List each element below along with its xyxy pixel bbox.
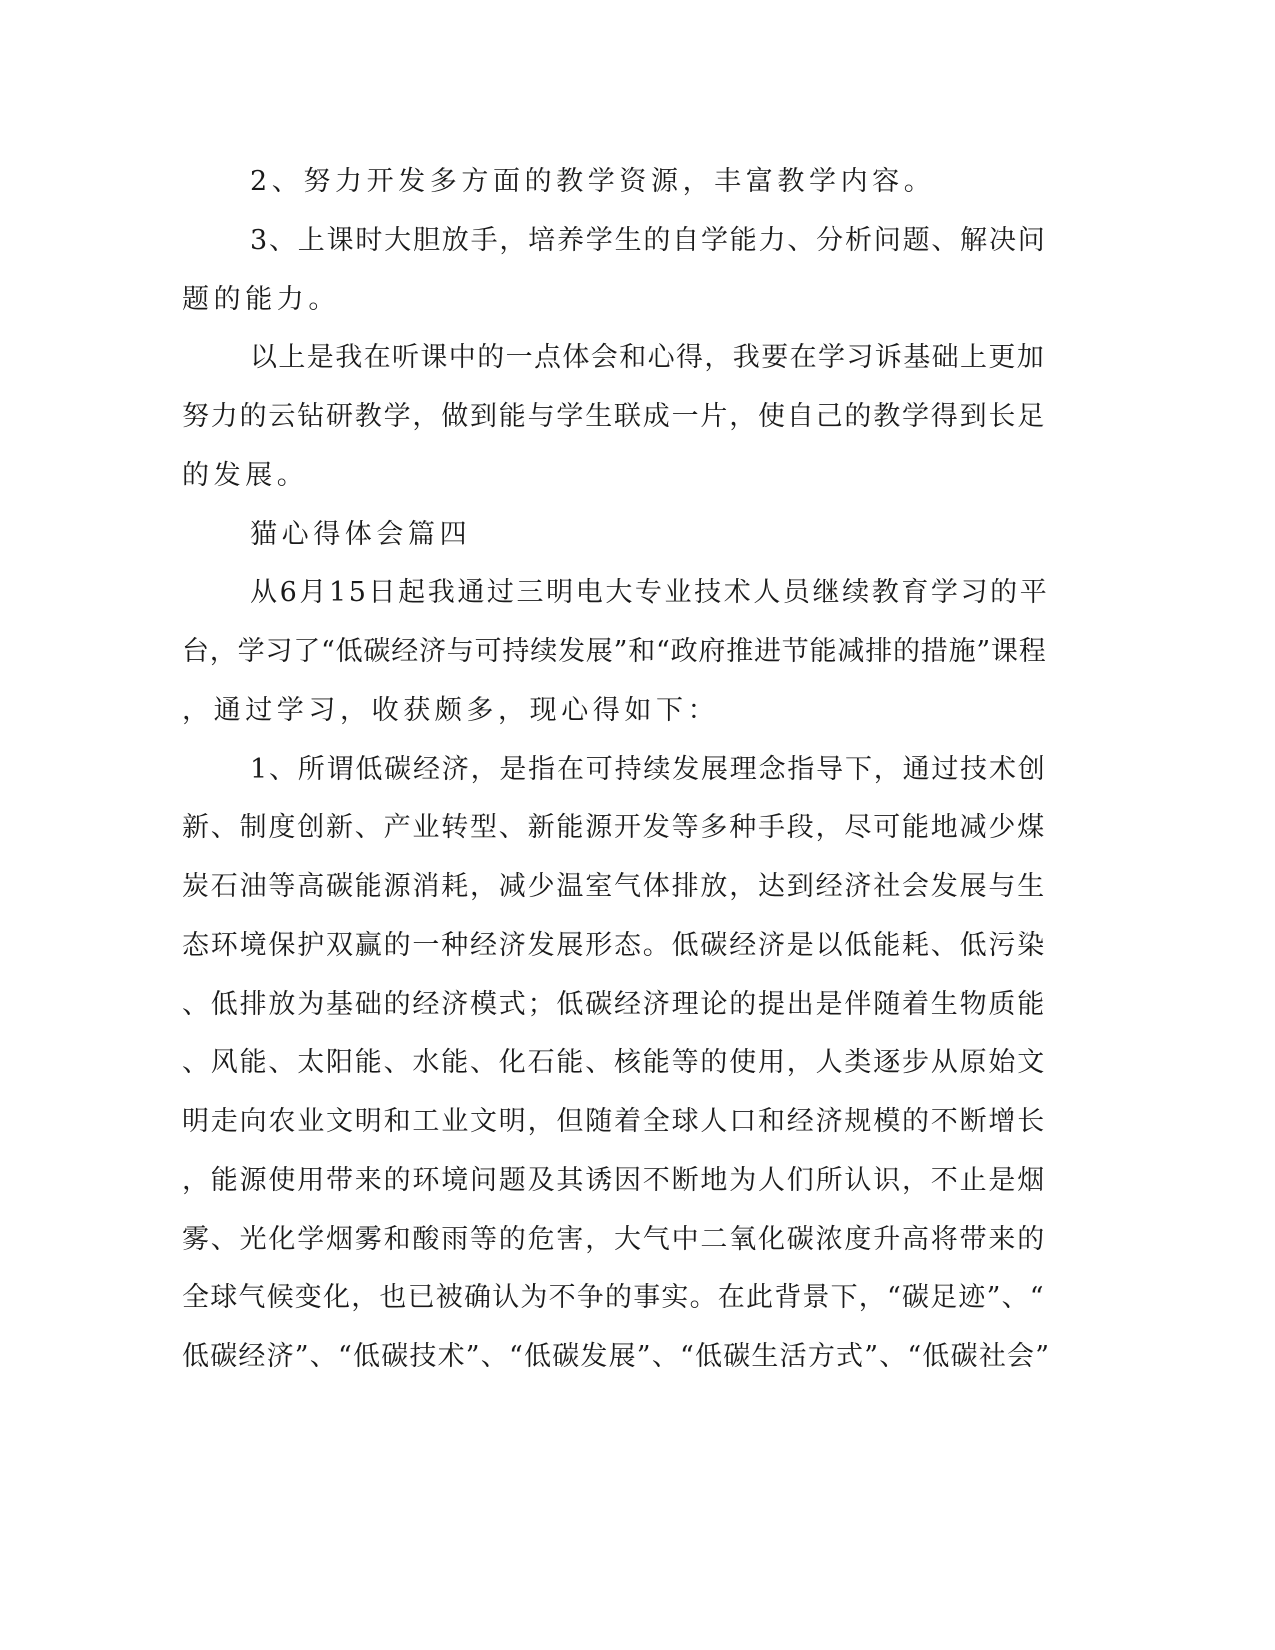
paragraph-line: 低碳经济”、“低碳技术”、“低碳发展”、“低碳生活方式”、“低碳社会”	[182, 1341, 1051, 1372]
paragraph-line: 、风能、太阳能、水能、化石能、核能等的使用，人类逐步从原始文	[182, 1047, 1046, 1078]
paragraph-line: 的发展。	[182, 460, 309, 491]
paragraph-line: 态环境保护双赢的一种经济发展形态。低碳经济是以低能耗、低污染	[182, 930, 1046, 961]
paragraph-line: 雾、光化学烟雾和酸雨等的危害，大气中二氧化碳浓度升高将带来的	[182, 1224, 1046, 1255]
paragraph-line: 题的能力。	[182, 284, 340, 315]
paragraph-line: 以上是我在听课中的一点体会和心得，我要在学习诉基础上更加	[250, 342, 1046, 373]
paragraph-line: 2、努力开发多方面的教学资源，丰富教学内容。	[250, 166, 936, 197]
paragraph-line: 明走向农业文明和工业文明，但随着全球人口和经济规模的不断增长	[182, 1106, 1046, 1137]
paragraph-line: ，通过学习，收获颇多，现心得如下：	[182, 695, 720, 726]
paragraph-line: 台，学习了“低碳经济与可持续发展”和“政府推进节能减排的措施”课程	[182, 636, 1047, 667]
paragraph-line: 炭石油等高碳能源消耗，减少温室气体排放，达到经济社会发展与生	[182, 871, 1046, 902]
paragraph-line: 、低排放为基础的经济模式；低碳经济理论的提出是伴随着生物质能	[182, 989, 1046, 1020]
paragraph-line: 1、所谓低碳经济，是指在可持续发展理念指导下，通过技术创	[250, 754, 1047, 785]
paragraph-line: 全球气候变化，也已被确认为不争的事实。在此背景下，“碳足迹”、“	[182, 1282, 1045, 1313]
section-heading: 猫心得体会篇四	[250, 519, 472, 550]
paragraph-line: 努力的云钻研教学，做到能与学生联成一片，使自己的教学得到长足	[182, 401, 1046, 432]
paragraph-line: 3、上课时大胆放手，培养学生的自学能力、分析问题、解决问	[250, 225, 1047, 256]
paragraph-line: ，能源使用带来的环境问题及其诱因不断地为人们所认识，不止是烟	[182, 1165, 1046, 1196]
paragraph-line: 从6月15日起我通过三明电大专业技术人员继续教育学习的平	[250, 577, 1050, 608]
paragraph-line: 新、制度创新、产业转型、新能源开发等多种手段，尽可能地减少煤	[182, 812, 1046, 843]
